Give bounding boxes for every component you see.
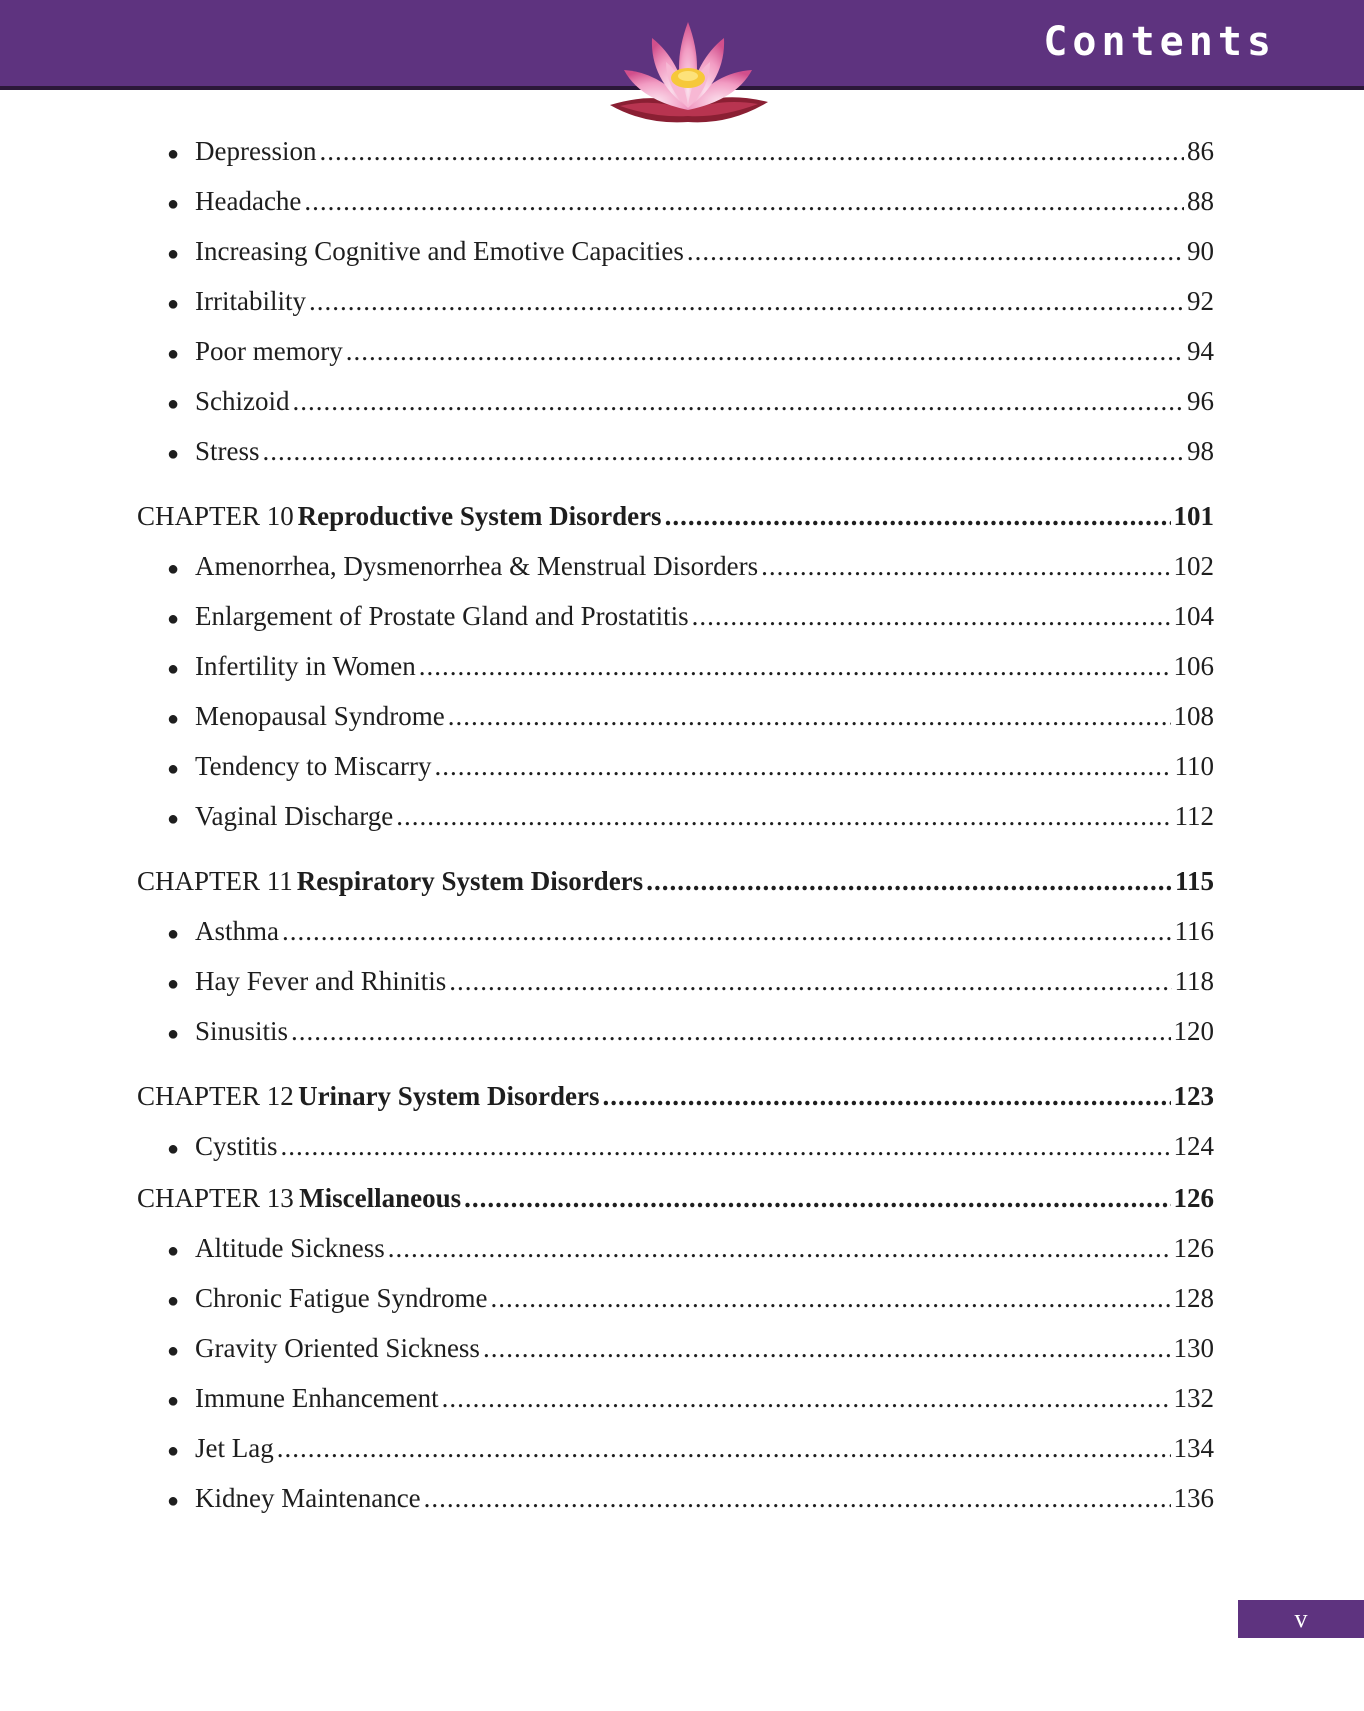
chapter-title: Reproductive System Disorders xyxy=(297,501,662,531)
bullet-icon: ● xyxy=(167,808,180,830)
dot-leader xyxy=(464,1173,1170,1223)
page-ref: 115 xyxy=(1174,866,1214,896)
page-ref: 88 xyxy=(1187,186,1214,216)
dot-leader xyxy=(419,641,1171,691)
toc-entry-row[interactable] xyxy=(137,691,1214,741)
toc-entry-row[interactable] xyxy=(137,906,1214,956)
dot-leader xyxy=(309,276,1184,326)
toc-entry-row[interactable] xyxy=(137,1423,1214,1473)
entry-title: Gravity Oriented Sickness xyxy=(195,1333,480,1363)
bullet-icon: ● xyxy=(167,1440,180,1462)
toc-entry-row[interactable] xyxy=(137,1223,1214,1273)
dot-leader xyxy=(293,376,1185,426)
bullet-icon: ● xyxy=(167,343,180,365)
dot-leader xyxy=(291,1006,1170,1056)
page-ref: 126 xyxy=(1173,1183,1214,1213)
toc-entry-row[interactable] xyxy=(137,791,1214,841)
page-ref: 86 xyxy=(1187,136,1214,166)
entry-title: Poor memory xyxy=(195,336,343,366)
bullet-icon: ● xyxy=(167,393,180,415)
dot-leader xyxy=(483,1323,1171,1373)
toc-entry-row[interactable] xyxy=(137,1006,1214,1056)
dot-leader xyxy=(396,791,1171,841)
dot-leader xyxy=(277,1423,1171,1473)
entry-title: Immune Enhancement xyxy=(195,1383,439,1413)
bullet-icon: ● xyxy=(167,558,180,580)
bullet-icon: ● xyxy=(167,193,180,215)
bullet-icon: ● xyxy=(167,708,180,730)
bullet-icon: ● xyxy=(167,1240,180,1262)
page-ref: 92 xyxy=(1187,286,1214,316)
page-ref: 134 xyxy=(1173,1433,1214,1463)
toc-entry-row[interactable] xyxy=(137,1473,1214,1523)
page-ref: 136 xyxy=(1173,1483,1214,1513)
toc-entry-row[interactable] xyxy=(137,326,1214,376)
dot-leader xyxy=(603,1071,1171,1121)
dot-leader xyxy=(304,176,1184,226)
bullet-icon: ● xyxy=(167,973,180,995)
dot-leader xyxy=(346,326,1184,376)
toc-entry-row[interactable] xyxy=(137,1323,1214,1373)
table-of-contents xyxy=(137,126,1214,1523)
toc-entry-row[interactable] xyxy=(137,276,1214,326)
entry-title: Irritability xyxy=(195,286,306,316)
page-ref: 112 xyxy=(1174,801,1214,831)
toc-chapter-row[interactable] xyxy=(137,856,1214,906)
page-ref: 130 xyxy=(1173,1333,1214,1363)
dot-leader xyxy=(687,226,1184,276)
bullet-icon: ● xyxy=(167,1138,180,1160)
page-ref: 124 xyxy=(1173,1131,1214,1161)
toc-chapter-row[interactable] xyxy=(137,1071,1214,1121)
chapter-title: Urinary System Disorders xyxy=(298,1081,600,1111)
chapter-number: CHAPTER 13 xyxy=(137,1183,294,1213)
entry-title: Jet Lag xyxy=(195,1433,274,1463)
page-ref: 90 xyxy=(1187,236,1214,266)
page-ref: 98 xyxy=(1187,436,1214,466)
dot-leader xyxy=(490,1273,1170,1323)
entry-title: Chronic Fatigue Syndrome xyxy=(195,1283,488,1313)
bullet-icon: ● xyxy=(167,443,180,465)
header-bar xyxy=(0,0,1364,90)
toc-entry-row[interactable] xyxy=(137,541,1214,591)
toc-entry-row[interactable] xyxy=(137,226,1214,276)
dot-leader xyxy=(449,956,1171,1006)
dot-leader xyxy=(665,491,1171,541)
entry-title: Tendency to Miscarry xyxy=(195,751,432,781)
toc-chapter-row[interactable] xyxy=(137,1173,1214,1223)
entry-title: Altitude Sickness xyxy=(195,1233,385,1263)
bullet-icon: ● xyxy=(167,608,180,630)
bullet-icon: ● xyxy=(167,1390,180,1412)
dot-leader xyxy=(761,541,1170,591)
page-ref: 128 xyxy=(1173,1283,1214,1313)
page-title: Contents xyxy=(1043,19,1276,65)
page-ref: 132 xyxy=(1173,1383,1214,1413)
entry-title: Increasing Cognitive and Emotive Capacities xyxy=(195,236,684,266)
toc-entry-row[interactable] xyxy=(137,741,1214,791)
dot-leader xyxy=(319,126,1184,176)
dot-leader xyxy=(646,856,1172,906)
toc-entry-row[interactable] xyxy=(137,376,1214,426)
page-ref: 116 xyxy=(1174,916,1214,946)
entry-title: Sinusitis xyxy=(195,1016,289,1046)
chapter-title: Miscellaneous xyxy=(299,1183,462,1213)
page-number: v xyxy=(1238,1600,1364,1638)
bullet-icon: ● xyxy=(167,143,180,165)
entry-title: Amenorrhea, Dysmenorrhea & Menstrual Disorders xyxy=(195,551,759,581)
entry-title: Menopausal Syndrome xyxy=(195,701,445,731)
dot-leader xyxy=(424,1473,1171,1523)
bullet-icon: ● xyxy=(167,658,180,680)
page-ref: 110 xyxy=(1174,751,1214,781)
page-ref: 123 xyxy=(1173,1081,1214,1111)
bullet-icon: ● xyxy=(167,293,180,315)
page-ref: 101 xyxy=(1173,501,1214,531)
toc-entry-row[interactable] xyxy=(137,1373,1214,1423)
entry-title: Asthma xyxy=(195,916,279,946)
toc-entry-row[interactable] xyxy=(137,1121,1214,1171)
dot-leader xyxy=(388,1223,1171,1273)
entry-title: Hay Fever and Rhinitis xyxy=(195,966,447,996)
page-ref: 108 xyxy=(1173,701,1214,731)
toc-entry-row[interactable] xyxy=(137,126,1214,176)
dot-leader xyxy=(692,591,1171,641)
entry-title: Kidney Maintenance xyxy=(195,1483,421,1513)
page-ref: 126 xyxy=(1173,1233,1214,1263)
toc-entry-row[interactable] xyxy=(137,591,1214,641)
dot-leader xyxy=(281,1121,1171,1171)
bullet-icon: ● xyxy=(167,1290,180,1312)
bullet-icon: ● xyxy=(167,1490,180,1512)
toc-entry-row[interactable] xyxy=(137,641,1214,691)
entry-title: Stress xyxy=(195,436,260,466)
entry-title: Schizoid xyxy=(195,386,290,416)
page-ref: 104 xyxy=(1173,601,1214,631)
dot-leader xyxy=(282,906,1172,956)
dot-leader xyxy=(448,691,1171,741)
toc-entry-row[interactable] xyxy=(137,426,1214,476)
page-ref: 102 xyxy=(1173,551,1214,581)
entry-title: Enlargement of Prostate Gland and Prostatitis xyxy=(195,601,689,631)
bullet-icon: ● xyxy=(167,243,180,265)
chapter-number: CHAPTER 11 xyxy=(137,866,293,896)
bullet-icon: ● xyxy=(167,1023,180,1045)
toc-entry-row[interactable] xyxy=(137,176,1214,226)
chapter-number: CHAPTER 10 xyxy=(137,501,294,531)
entry-title: Headache xyxy=(195,186,302,216)
entry-title: Depression xyxy=(195,136,317,166)
toc-chapter-row[interactable] xyxy=(137,491,1214,541)
dot-leader xyxy=(442,1373,1171,1423)
chapter-number: CHAPTER 12 xyxy=(137,1081,294,1111)
bullet-icon: ● xyxy=(167,1340,180,1362)
entry-title: Infertility in Women xyxy=(195,651,416,681)
dot-leader xyxy=(263,426,1184,476)
bullet-icon: ● xyxy=(167,923,180,945)
dot-leader xyxy=(435,741,1172,791)
toc-entry-row[interactable] xyxy=(137,1273,1214,1323)
lotus-flower-icon xyxy=(600,10,776,130)
page-ref: 106 xyxy=(1173,651,1214,681)
toc-entry-row[interactable] xyxy=(137,956,1214,1006)
entry-title: Vaginal Discharge xyxy=(195,801,394,831)
page-ref: 96 xyxy=(1187,386,1214,416)
entry-title: Cystitis xyxy=(195,1131,278,1161)
page-ref: 118 xyxy=(1174,966,1214,996)
page-ref: 120 xyxy=(1173,1016,1214,1046)
page-ref: 94 xyxy=(1187,336,1214,366)
chapter-title: Respiratory System Disorders xyxy=(296,866,644,896)
bullet-icon: ● xyxy=(167,758,180,780)
